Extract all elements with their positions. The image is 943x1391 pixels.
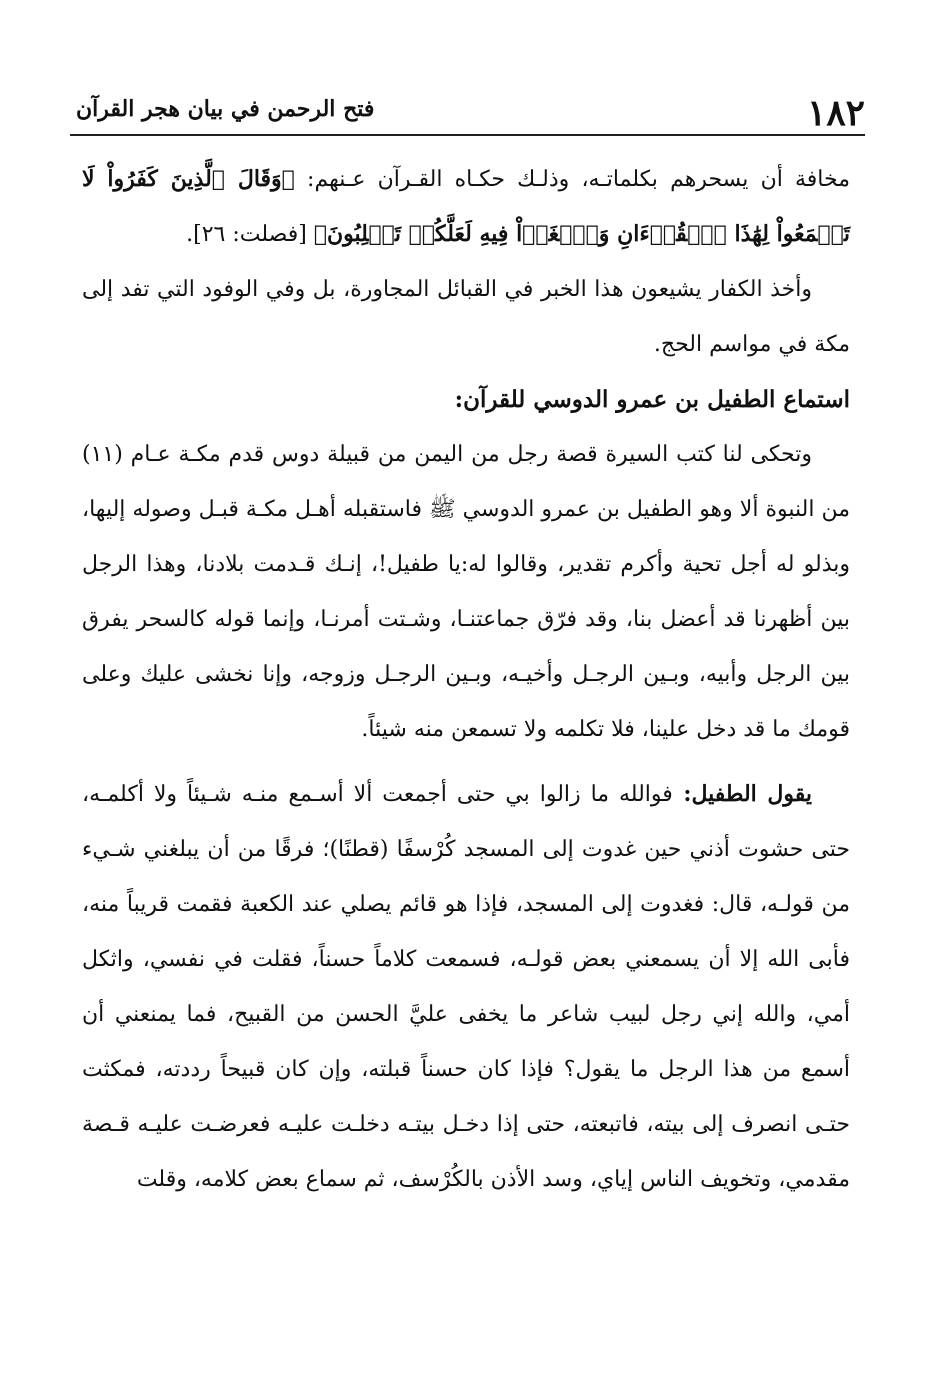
paragraph-rumors: وأخذ الكفار يشيعون هذا الخبر في القبائل المجاورة، بل وفي الوفود التي تفد إلى مكة في مواسم الحج. [82, 277, 850, 357]
page-number: ١٨٢ [806, 92, 865, 134]
paragraph-story: وتحكى لنا كتب السيرة قصة رجل من اليمن من قبيلة دوس قدم مكـة عـام (١١) من النبوة ألا وهو الطفيل بن عمرو الدوسي ﷺ فاستقبله أهـل مكـة قبـل وصوله إليها، وبذلو له أجل تحية وأكرم تقدير، وقالوا له:يا طفيل!، إنـك قـدمت بلادنا، وهذا الرجل بين أظهرنا قد أعضل بنا، وقد فرّق جماعتنـا، وشـتت أمرنـا، وإنما قوله كالسحر يفرق بين الرجل وأبيه، وبـين الرجـل وأخيـه، وبـين الرجـل وزوجه، وإنا نخشى عليك وعلى قومك ما قد دخل علينا، فلا تكلمه ولا تسمعن منه شيئاً. [82, 442, 850, 742]
quran-verse: ﴿وَقَالَ ٱلَّذِينَ كَفَرُواْ لَا تَسۡمَعُواْ لِهَٰذَا ٱلۡقُرۡءَانِ وَٱلۡغَوۡاْ فِيهِ لَعَلَّكُمۡ تَغۡلِبُونَ﴾ [82, 166, 850, 247]
paragraph-quran-quote [82, 152, 850, 262]
paragraph-gap [82, 757, 850, 767]
header-divider [70, 134, 865, 136]
speaker-label: يقول الطفيل: [672, 781, 812, 807]
page-header [70, 84, 865, 136]
section-heading: استماع الطفيل بن عمرو الدوسي للقرآن: [454, 386, 850, 413]
verse-reference: [فصلت: ٢٦]. [186, 222, 314, 247]
paragraph-text: مخافة أن يسحرهم بكلماتـه، وذلـك حكـاه القـرآن عـنهم: [294, 167, 851, 192]
paragraph-tufail [82, 767, 850, 1207]
book-title: فتح الرحمن في بيان هجر القرآن [76, 96, 375, 122]
paragraph-text: فوالله ما زالوا بي حتى أجمعت ألا أسـمع منـه شـيئاً ولا أكلمـه، حتى حشوت أذني حين غدوت إلى المسجد كُرْسفًا (قطنًا)؛ فرقًا من أن يبلغني شـيء من قولـه، قال: فغدوت إلى المسجد، فإذا هو قائم يصلي عند الكعبة فقمت قريباً منه، فأبى الله إلا أن يسمعني بعض قولـه، فسمعت كلاماً حسناً، فقلت في نفسي، واثكل أمي، والله إني رجل لبيب شاعر ما يخفى عليَّ الحسن من القبيح، فما يمنعني أن أسمع من هذا الرجل ما يقول؟ فإذا كان حسناً قبلته، وإن كان قبيحاً رددته، فمكثت حتـى انصرف إلى بيته، فاتبعته، حتى إذا دخـل بيتـه دخلـت عليـه فعرضـت عليـه قـصة مقدمي، وتخويف الناس إياي، وسد الأذن بالكُرْسف، ثم سماع بعض كلامه، وقلت [82, 782, 850, 1192]
body-text [82, 152, 850, 1207]
